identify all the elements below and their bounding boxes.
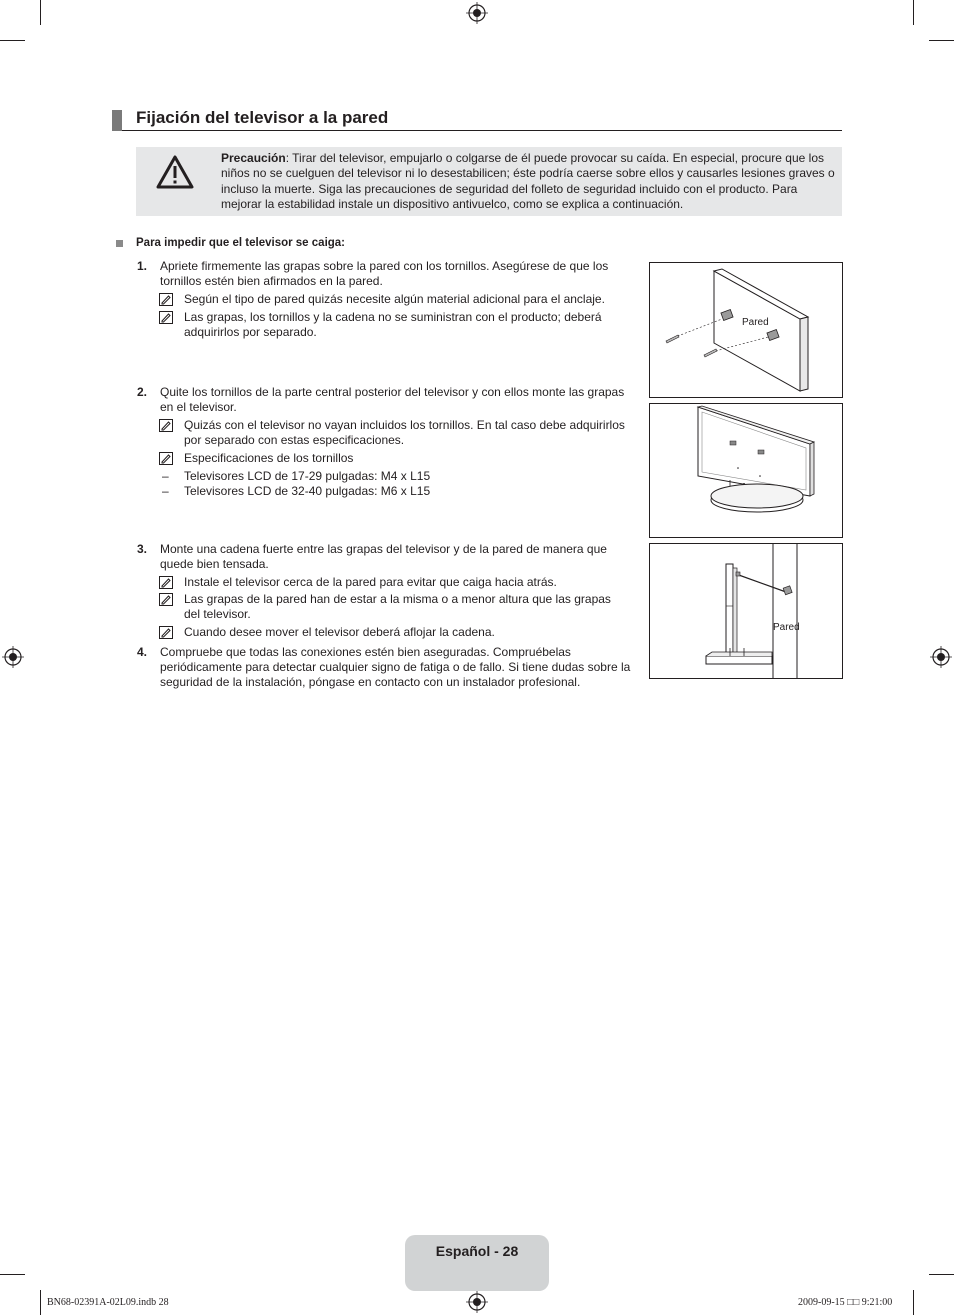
note-text: Instale el televisor cerca de la pared para evitar que caiga hacia atrás. <box>184 575 557 589</box>
crop-mark <box>0 40 25 41</box>
crop-mark <box>40 1290 41 1315</box>
crop-mark <box>0 1274 25 1275</box>
crop-mark <box>929 40 954 41</box>
step-number: 1. <box>137 259 148 273</box>
figure-side-chain <box>649 543 843 679</box>
note-pencil-icon <box>159 452 173 465</box>
note-text: Según el tipo de pared quizás necesite algún material adicional para el anclaje. <box>184 292 605 306</box>
note-pencil-icon <box>159 576 173 589</box>
registration-mark-icon <box>466 2 488 24</box>
figure-wall-brackets <box>649 262 843 398</box>
note-pencil-icon <box>159 626 173 639</box>
title-marker <box>112 110 122 131</box>
step-text: Apriete firmemente las grapas sobre la pared con los tornillos. Asegúrese de que los tornillos estén bien afirmados en la pared. <box>160 259 609 288</box>
note-pencil-icon <box>159 593 173 606</box>
note-text: Especificaciones de los tornillos <box>184 451 354 465</box>
note-text: Quizás con el televisor no vayan incluidos los tornillos. En tal caso debe adquirirlos por separado con estas especificaciones. <box>184 418 625 447</box>
page-number: Español - 28 <box>435 1243 519 1259</box>
note-text: Las grapas de la pared han de estar a la misma o a menor altura que las grapas del televisor. <box>184 592 611 621</box>
wall-label: Pared <box>773 622 800 633</box>
wall-label: Pared <box>742 317 769 328</box>
registration-mark-icon <box>2 646 24 668</box>
crop-mark <box>913 1290 914 1315</box>
side-chain-illustration <box>650 544 842 678</box>
wall-bracket-illustration <box>650 263 842 397</box>
bullet-square <box>116 240 123 247</box>
step-number: 4. <box>137 645 148 659</box>
crop-mark <box>929 1274 954 1275</box>
title-rule <box>122 130 842 131</box>
print-slug-left: BN68-02391A-02L09.indb 28 <box>47 1297 169 1308</box>
caution-label: Precaución <box>221 151 286 165</box>
step-text: Quite los tornillos de la parte central posterior del televisor y con ellos monte las grapas en el televisor. <box>160 385 625 414</box>
step-text: Monte una cadena fuerte entre las grapas del televisor y de la pared de manera que quede bien tensada. <box>160 542 607 571</box>
caution-body: : Tirar del televisor, empujarlo o colgarse de él puede provocar su caída. En especial, procure que los niños no se cuelguen del televisor ni lo desestabilicen; éste podría caerse sobre ellos y causarles lesiones graves o incluso la muerte. Siga las precauciones de seguridad del folleto de seguridad incluido con el producto. Para mejorar la estabilidad instale un dispositivo antivuelco, como se explica a continuación. <box>221 151 835 211</box>
note-text: Las grapas, los tornillos y la cadena no se suministran con el producto; deberá adquirirlos por separado. <box>184 310 602 339</box>
dash-marker: – <box>162 484 169 498</box>
caution-text <box>221 151 837 212</box>
screw-spec: Televisores LCD de 32-40 pulgadas: M6 x L15 <box>184 484 431 498</box>
step-number: 3. <box>137 542 148 556</box>
figure-tv-back <box>649 403 843 538</box>
section-heading: Para impedir que el televisor se caiga: <box>136 237 346 249</box>
registration-mark-icon <box>466 1291 488 1313</box>
print-slug-right: 2009-09-15 □□ 9:21:00 <box>798 1297 893 1308</box>
registration-mark-icon <box>930 646 952 668</box>
crop-mark <box>40 0 41 25</box>
page-title: Fijación del televisor a la pared <box>136 108 389 127</box>
warning-triangle-icon <box>155 154 195 190</box>
step-text: Compruebe que todas las conexiones estén bien aseguradas. Compruébelas periódicamente para detectar cualquier signo de fatiga o de fallo. Si tiene dudas sobre la seguridad de la instalación, póngase en contacto con un instalador profesional. <box>160 645 631 689</box>
dash-marker: – <box>162 469 169 483</box>
crop-mark <box>913 0 914 25</box>
note-pencil-icon <box>159 419 173 432</box>
tv-back-illustration <box>650 404 842 537</box>
step-number: 2. <box>137 385 148 399</box>
note-pencil-icon <box>159 311 173 324</box>
note-pencil-icon <box>159 293 173 306</box>
screw-spec: Televisores LCD de 17-29 pulgadas: M4 x L15 <box>184 469 431 483</box>
note-text: Cuando desee mover el televisor deberá aflojar la cadena. <box>184 625 495 639</box>
